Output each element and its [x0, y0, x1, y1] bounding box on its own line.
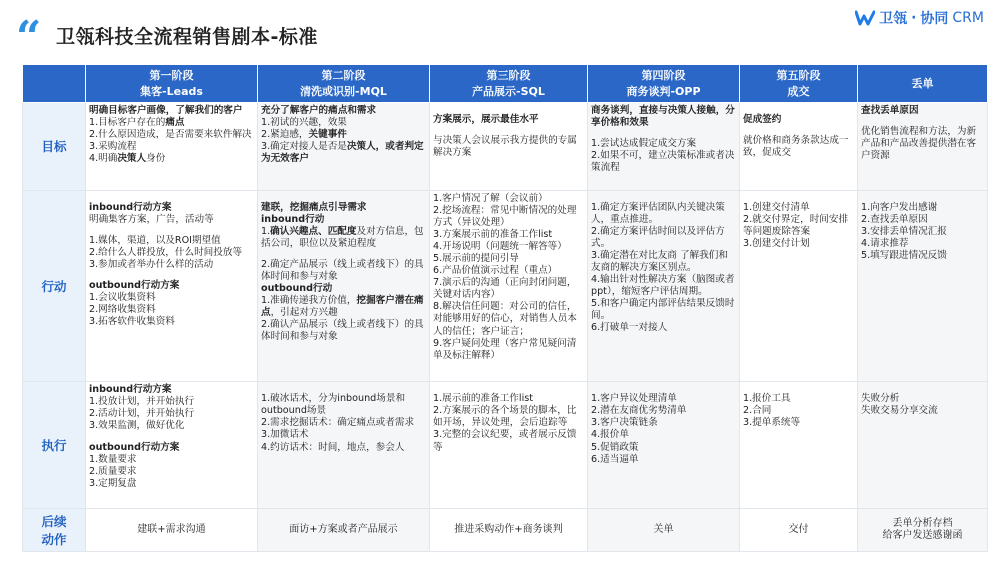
- cell-goal-stage-3: [430, 103, 588, 191]
- cell-text-line: 2.查找丢单原因: [861, 213, 928, 225]
- cell-text-line: 明确集客方案，广告，活动等: [89, 213, 214, 225]
- cell-text-line: 商务谈判，直接与决策人接触，分享价格和效果: [591, 105, 735, 129]
- column-header-3: [430, 65, 588, 103]
- cell-follow-stage-2: [258, 509, 430, 552]
- cell-spacer: [861, 384, 984, 393]
- table-row-execute: [23, 382, 988, 509]
- cell-text-line: 2.质量要求: [89, 465, 137, 477]
- cell-text-line: 1.展示前的准备工作list: [433, 393, 533, 405]
- column-header-line2: 集客-Leads: [140, 84, 203, 98]
- cell-text-line: 8.解决信任问题：对公司的信任，对能够用好的信心，对销售人员本人的信任；客户证言；: [433, 301, 577, 337]
- cell-text-line: outbound行动: [261, 283, 333, 295]
- column-header-4: [588, 65, 740, 103]
- cell-spacer: [433, 126, 584, 135]
- cell-spacer: [861, 117, 984, 126]
- cell-follow-stage-6: [858, 509, 988, 552]
- cell-text-line: inbound行动方案: [89, 384, 172, 396]
- cell-spacer: [261, 193, 426, 202]
- cell-text-line: 3.提单系统等: [743, 417, 801, 429]
- cell-text-line: 2.如果不可，建立决策标准或者决策流程: [591, 150, 735, 174]
- cell-spacer: [591, 193, 736, 202]
- column-header-5: [740, 65, 858, 103]
- cell-text-line: 面访+方案或者产品展示: [289, 524, 398, 536]
- cell-text-line: inbound行动方案: [89, 201, 172, 213]
- cell-text-line: 7.演示后的沟通（正向封闭问题，关键对话内容）: [433, 277, 577, 301]
- cell-text-line: 查找丢单原因: [861, 105, 919, 116]
- column-header-line2: 商务谈判-OPP: [626, 84, 701, 98]
- table-row-action: [23, 190, 988, 382]
- cell-text-line: 4.约访话术：时间，地点，参会人: [261, 441, 405, 453]
- cell-text-line: 1.准确传递我方价值，挖掘客户潜在痛点，引起对方兴趣: [261, 295, 424, 319]
- column-header-line1: 第三阶段: [486, 68, 531, 82]
- cell-text-line: 1.媒体，渠道，以及ROI期望值: [89, 234, 221, 246]
- cell-text-line: 1.初试的兴趣，效果: [261, 117, 347, 129]
- cell-action-stage-6: [858, 190, 988, 382]
- column-header-2: [258, 65, 430, 103]
- cell-text-line: 2.活动计划，并开始执行: [89, 408, 195, 420]
- cell-text-line: 明确目标客户画像，了解我们的客户: [89, 105, 243, 116]
- cell-text-line: 6.打破单一对接人: [591, 322, 668, 334]
- cell-action-stage-3: [430, 190, 588, 382]
- row-header-goal: 目标: [23, 103, 86, 191]
- cell-spacer: [743, 126, 854, 135]
- brand-separator: ·: [911, 10, 917, 26]
- brand-product: 协同: [920, 11, 949, 27]
- cell-text-line: 3.参加或者举办什么样的活动: [89, 258, 214, 270]
- cell-text-line: 2.就交付界定，时间安排等问题废除答案: [743, 213, 849, 237]
- cell-text-line: 3.拓客软件收集资料: [89, 316, 175, 328]
- cell-text-line: 2.什么原因造成，是否需要来软件解决: [89, 129, 252, 141]
- cell-text-line: 关单: [653, 524, 674, 536]
- cell-text-line: outbound行动方案: [89, 441, 180, 453]
- sales-playbook-table: [22, 64, 988, 552]
- cell-spacer: [861, 193, 984, 202]
- cell-text-line: 1.确定方案评估团队内关键决策人，重点推进。: [591, 201, 725, 225]
- table-header-row: [23, 65, 988, 103]
- cell-execute-stage-2: [258, 382, 430, 509]
- cell-action-stage-1: [86, 190, 258, 382]
- column-header-1: [86, 65, 258, 103]
- cell-action-stage-2: [258, 190, 430, 382]
- cell-text-line: 3.采购流程: [89, 141, 137, 153]
- column-header-line1: 第二阶段: [321, 68, 366, 82]
- table-row-goal: [23, 103, 988, 191]
- cell-text-line: 2.确认产品展示（线上或者线下）的具体时间和参与对象: [261, 319, 424, 343]
- cell-text-line: 就价格和商务条款达成一致，促成交: [743, 135, 849, 159]
- cell-text-line: 4.报价单: [591, 429, 629, 441]
- cell-text-line: 与决策人会议展示我方提供的专属解决方案: [433, 135, 577, 159]
- cell-spacer: [743, 193, 854, 202]
- cell-text-line: 3.效果监测，做好优化: [89, 420, 185, 432]
- cell-text-line: 4.输出针对性解决方案（脑图或者ppt），缩短客户评估周期。: [591, 274, 735, 298]
- column-header-line2: 清洗或识别-MQL: [300, 84, 387, 98]
- cell-text-line: 2.确定方案评估时间以及评估方式。: [591, 225, 725, 249]
- cell-text-line: 推进采购动作+商务谈判: [454, 524, 563, 536]
- cell-text-line: 3.确定对接人是否是决策人，或者判定为无效客户: [261, 141, 424, 165]
- cell-text-line: 促成签约: [743, 114, 782, 125]
- cell-spacer: [591, 384, 736, 393]
- cell-spacer: [433, 384, 584, 393]
- cell-goal-stage-2: [258, 103, 430, 191]
- cell-text-line: 3.确定潜在对比友商 了解我们和友商的解决方案区别点。: [591, 249, 728, 273]
- cell-text-line: 建联，挖掘痛点引导需求: [261, 201, 367, 213]
- cell-spacer: [261, 250, 426, 259]
- cell-text-line: 3.加微话术: [261, 429, 309, 441]
- cell-action-stage-4: [588, 190, 740, 382]
- cell-text-line: 4.开场说明（问题统一解答等）: [433, 240, 567, 252]
- cell-text-line: 6.适当逼单: [591, 453, 639, 465]
- cell-text-line: 交付: [788, 524, 809, 536]
- cell-spacer: [89, 271, 254, 280]
- column-header-line1: 丢单: [911, 76, 934, 90]
- cell-follow-stage-1: [86, 509, 258, 552]
- cell-text-line: 失败交易分享交流: [861, 405, 938, 417]
- column-header-line1: 第五阶段: [776, 68, 821, 82]
- column-header-line2: 产品展示-SQL: [472, 84, 545, 98]
- cell-text-line: inbound行动: [261, 213, 325, 225]
- cell-execute-stage-5: [740, 382, 858, 509]
- quote-mark-icon: “: [16, 12, 42, 63]
- brand-logo-icon: [855, 9, 875, 27]
- cell-spacer: [261, 384, 426, 393]
- cell-text-line: 1.确认兴趣点、匹配度及对方信息，包括公司，职位以及紧迫程度: [261, 225, 424, 249]
- column-header-line2: 成交: [787, 84, 810, 98]
- cell-text-line: 5.促销政策: [591, 441, 639, 453]
- brand-logo: [855, 8, 984, 28]
- cell-text-line: 2.紧迫感，关键事件: [261, 129, 347, 141]
- cell-text-line: 1.投放计划，并开始执行: [89, 396, 195, 408]
- cell-follow-stage-5: [740, 509, 858, 552]
- cell-text-line: 1.尝试达成假定成交方案: [591, 138, 697, 150]
- cell-spacer: [591, 129, 736, 138]
- cell-text-line: 方案展示，展示最佳水平: [433, 114, 539, 125]
- row-header-line: 动作: [41, 532, 67, 548]
- cell-spacer: [433, 105, 584, 114]
- cell-text-line: 9.客户疑问处理（客户常见疑问清单及标注解释）: [433, 337, 577, 361]
- cell-text-line: 优化销售流程和方法，为新产品和产品改善提供潜在客户资源: [861, 126, 977, 162]
- cell-text-line: 1.报价工具: [743, 393, 791, 405]
- cell-text-line: 3.客户决策链条: [591, 417, 658, 429]
- cell-text-line: 1.破冰话术，分为inbound场景和outbound场景: [261, 393, 406, 417]
- row-header-line: 后续: [41, 514, 67, 530]
- page-title: 卫瓴科技全流程销售剧本-标准: [56, 26, 318, 48]
- cell-text-line: 1.目标客户存在的痛点: [89, 117, 185, 129]
- header-corner: [23, 65, 86, 103]
- cell-goal-stage-5: [740, 103, 858, 191]
- cell-text-line: 2.潜在友商优劣势清单: [591, 405, 687, 417]
- cell-text-line: 1.客户情况了解（会议前）: [433, 192, 548, 204]
- cell-execute-stage-1: [86, 382, 258, 509]
- cell-action-stage-5: [740, 190, 858, 382]
- cell-text-line: 3.定期复盘: [89, 477, 137, 489]
- cell-text-line: 1.客户异议处理清单: [591, 393, 677, 405]
- cell-execute-stage-3: [430, 382, 588, 509]
- cell-text-line: 2.给什么人群投放，什么时间投放等: [89, 246, 243, 258]
- cell-text-line: 4.请求推荐: [861, 237, 909, 249]
- cell-text-line: 2.方案展示的各个场景的脚本，比如开场，异议处理，会后追踪等: [433, 405, 577, 429]
- cell-spacer: [89, 226, 254, 235]
- cell-text-line: 给客户发送感谢函: [882, 530, 963, 542]
- cell-goal-stage-4: [588, 103, 740, 191]
- row-header-execute: 执行: [23, 382, 86, 509]
- cell-spacer: [743, 384, 854, 393]
- cell-text-line: 1.会议收集资料: [89, 292, 156, 304]
- cell-text-line: 3.方案展示前的准备工作list: [433, 228, 553, 240]
- cell-execute-stage-4: [588, 382, 740, 509]
- cell-text-line: 2.需求挖掘话术：确定痛点或者需求: [261, 417, 415, 429]
- cell-text-line: 5.填写跟进情况反馈: [861, 249, 947, 261]
- table-row-follow: [23, 509, 988, 552]
- cell-spacer: [89, 433, 254, 442]
- cell-text-line: 2.网络收集资料: [89, 304, 156, 316]
- row-header-action: 行动: [23, 190, 86, 382]
- cell-text-line: 1.向客户发出感谢: [861, 201, 938, 213]
- cell-text-line: 4.明确决策人身份: [89, 153, 166, 165]
- cell-text-line: 1.创建交付清单: [743, 201, 810, 213]
- cell-follow-stage-3: [430, 509, 588, 552]
- cell-text-line: 建联+需求沟通: [137, 524, 206, 536]
- brand-suffix: CRM: [952, 10, 984, 26]
- cell-spacer: [89, 193, 254, 202]
- cell-text-line: 2.挖场流程：常见中断情况的处理方式（异议处理）: [433, 204, 577, 228]
- column-header-line1: 第四阶段: [641, 68, 686, 82]
- cell-text-line: 5.和客户确定内部评估结果反馈时间。: [591, 298, 735, 322]
- column-header-line1: 第一阶段: [149, 68, 194, 82]
- row-header-follow: [23, 509, 86, 552]
- cell-text-line: outbound行动方案: [89, 279, 180, 291]
- cell-text-line: 5.展示前的提问引导: [433, 252, 519, 264]
- cell-text-line: 3.安排丢单情况汇报: [861, 225, 947, 237]
- cell-text-line: 丢单分析存档: [892, 518, 953, 530]
- cell-text-line: 6.产品价值演示过程（重点）: [433, 265, 558, 277]
- column-header-6: [858, 65, 988, 103]
- cell-follow-stage-4: [588, 509, 740, 552]
- cell-text-line: 3.完整的会议纪要，或者展示反馈等: [433, 429, 577, 453]
- brand-name: 卫瓴: [879, 11, 908, 27]
- cell-spacer: [743, 105, 854, 114]
- cell-text-line: 2.合同: [743, 405, 772, 417]
- cell-goal-stage-1: [86, 103, 258, 191]
- cell-text-line: 失败分析: [861, 393, 900, 405]
- cell-execute-stage-6: [858, 382, 988, 509]
- cell-text-line: 2.确定产品展示（线上或者线下）的具体时间和参与对象: [261, 258, 424, 282]
- cell-text-line: 充分了解客户的痛点和需求: [261, 105, 377, 116]
- cell-goal-stage-6: [858, 103, 988, 191]
- cell-text-line: 1.数量要求: [89, 453, 137, 465]
- cell-text-line: 3.创建交付计划: [743, 237, 810, 249]
